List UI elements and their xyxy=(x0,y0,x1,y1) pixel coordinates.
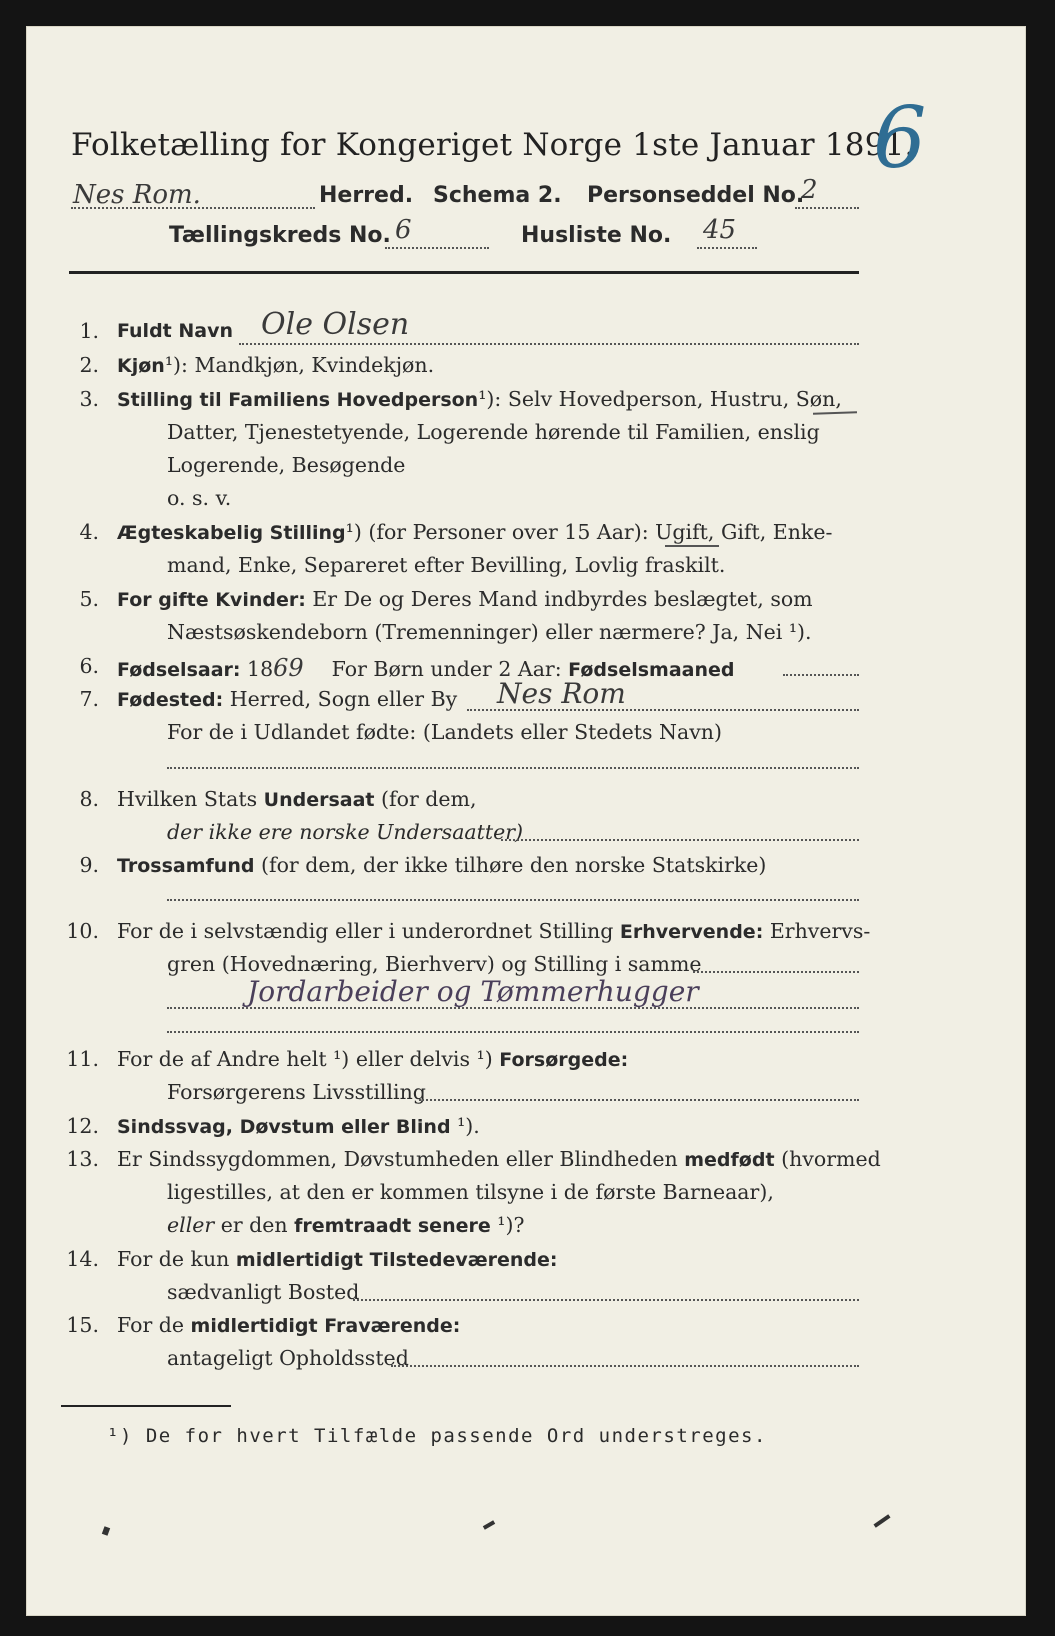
personseddel-handwritten: 2 xyxy=(801,175,818,205)
item-text xyxy=(117,1313,460,1337)
item-continuation: Logerende, Besøgende xyxy=(167,453,406,477)
item-label: Fuldt Navn xyxy=(117,320,234,342)
religion-line xyxy=(167,899,859,901)
birth-year-handwritten: 69 xyxy=(273,654,304,682)
kreds-handwritten: 6 xyxy=(395,215,412,245)
footnote: ¹) De for hvert Tilfælde passende Ord understreges. xyxy=(107,1425,767,1447)
item-label: Erhvervende: xyxy=(619,921,764,943)
item-suffix: (for dem, xyxy=(381,787,477,811)
ugift-underline-mark xyxy=(665,545,719,547)
item-label: midlertidigt Fraværende: xyxy=(190,1315,461,1337)
birth-year-prefix: 18 xyxy=(247,657,274,681)
item-text xyxy=(117,587,813,611)
provider-line xyxy=(419,1099,859,1101)
item-label: Kjøn xyxy=(117,355,165,377)
schema-label: Schema 2. xyxy=(433,183,562,208)
form-title: Folketælling for Kongeriget Norge 1ste Januar 1891. xyxy=(71,127,915,163)
item-label: Fødselsaar: xyxy=(117,659,241,681)
footnote-rule xyxy=(61,1405,231,1407)
item-number: 11. xyxy=(66,1047,99,1071)
ink-mark xyxy=(483,1520,495,1529)
item-text xyxy=(117,1114,480,1138)
personseddel-dotted-line xyxy=(795,207,859,209)
item-continuation: der ikke ere norske Undersaatter) xyxy=(167,820,524,844)
item-number: 3. xyxy=(79,387,99,411)
item-continuation: mand, Enke, Separeret efter Bevilling, Lovlig fraskilt. xyxy=(167,553,726,577)
item-continuation xyxy=(167,1213,524,1237)
item-label: Forsørgede: xyxy=(499,1049,629,1071)
item-text xyxy=(117,1047,628,1071)
occupation-line-3 xyxy=(167,1031,859,1033)
item-options: ¹): Mandkjøn, Kvindekjøn. xyxy=(164,353,435,377)
item-text xyxy=(117,387,842,411)
item-number: 4. xyxy=(79,520,99,544)
item-label: Fødested: xyxy=(117,689,224,711)
item-continuation: Forsørgerens Livsstilling xyxy=(167,1080,426,1104)
item-number: 5. xyxy=(79,587,99,611)
item-label: Sindssvag, Døvstum eller Blind xyxy=(117,1116,451,1138)
item-number: 8. xyxy=(79,787,99,811)
birth-month-line xyxy=(783,674,859,676)
item-label: Undersaat xyxy=(263,789,375,811)
kreds-dotted-line xyxy=(385,247,489,249)
item-label: Ægteskabelig Stilling xyxy=(117,522,346,544)
item-continuation: For de i Udlandet fødte: (Landets eller Stedets Navn) xyxy=(167,720,722,744)
item-text xyxy=(117,919,870,943)
item-text xyxy=(117,1247,558,1271)
item-continuation: Næstsøskendeborn (Tremenninger) eller nærmere? Ja, Nei ¹). xyxy=(167,620,812,644)
stay-place-line xyxy=(391,1365,859,1367)
herred-label: Herred. xyxy=(319,183,414,208)
item-prefix: Hvilken Stats xyxy=(117,787,258,811)
er-den-text: er den xyxy=(220,1213,288,1237)
item-continuation: o. s. v. xyxy=(167,486,232,510)
item-options: Er De og Deres Mand indbyrdes beslægtet, som xyxy=(312,587,813,611)
item-number: 6. xyxy=(79,654,99,678)
personseddel-label: Personseddel No. xyxy=(587,183,805,208)
census-form-page xyxy=(26,26,1026,1616)
birthplace-handwritten: Nes Rom xyxy=(497,677,626,710)
item-label: For gifte Kvinder: xyxy=(117,589,306,611)
item-continuation: sædvanligt Bosted xyxy=(167,1280,360,1304)
item-number: 10. xyxy=(66,919,99,943)
ink-mark xyxy=(102,1526,110,1536)
item-label: midlertidigt Tilstedeværende: xyxy=(235,1249,558,1271)
item-text xyxy=(117,853,766,877)
item-text xyxy=(117,353,434,377)
occupation-line-2 xyxy=(167,1007,859,1009)
item-suffix: (hvormed xyxy=(781,1147,881,1171)
herred-handwritten: Nes Rom. xyxy=(73,180,201,210)
item-label: Trossamfund xyxy=(117,855,255,877)
kreds-label: Tællingskreds No. xyxy=(169,223,391,248)
occupation-handwritten: Jordarbeider og Tømmerhugger xyxy=(247,975,699,1008)
item-number: 12. xyxy=(66,1114,99,1138)
item-prefix: For de xyxy=(117,1313,185,1337)
header-rule xyxy=(69,271,859,274)
item-continuation: gren (Hovednæring, Bierhverv) og Stilling i samme xyxy=(167,952,702,976)
item-text xyxy=(117,687,457,711)
item-options: ¹) (for Personer over 15 Aar): Ugift, Gift, Enke- xyxy=(345,520,833,544)
husliste-dotted-line xyxy=(697,247,757,249)
item-number: 2. xyxy=(79,353,99,377)
residence-line xyxy=(353,1299,859,1301)
item-suffix: ¹)? xyxy=(497,1213,525,1237)
item-text xyxy=(117,520,832,544)
item-label: Fødselsmaaned xyxy=(568,659,735,681)
citizenship-line xyxy=(501,839,859,841)
item-continuation: Datter, Tjenestetyende, Logerende hørende til Familien, enslig xyxy=(167,420,820,444)
birth-year-text xyxy=(117,654,735,682)
item-number: 13. xyxy=(66,1147,99,1171)
item-number: 9. xyxy=(79,853,99,877)
birthplace-line xyxy=(467,709,859,711)
item-continuation: ligestilles, at den er kommen tilsyne i de første Barneaar), xyxy=(167,1180,774,1204)
item-suffix: Erhvervs- xyxy=(769,919,871,943)
item-prefix: For de i selvstændig eller i underordnet Stilling xyxy=(117,919,614,943)
son-underline-mark xyxy=(813,411,857,415)
item-prefix: Er Sindssygdommen, Døvstumheden eller Blindheden xyxy=(117,1147,678,1171)
item-prefix: For de af Andre helt ¹) eller delvis ¹) xyxy=(117,1047,493,1071)
eller-text: eller xyxy=(167,1213,215,1237)
item-options: ¹): Selv Hovedperson, Hustru, Søn, xyxy=(478,387,842,411)
husliste-label: Husliste No. xyxy=(521,223,672,248)
ink-mark xyxy=(873,1514,890,1528)
herred-dotted-line xyxy=(71,207,315,209)
item-number: 14. xyxy=(66,1247,99,1271)
item-label: fremtraadt senere xyxy=(294,1215,491,1237)
item-text xyxy=(117,1147,881,1171)
full-name-line xyxy=(239,343,859,345)
item-options: (for dem, der ikke tilhøre den norske Statskirke) xyxy=(260,853,767,877)
item-prefix: For de kun xyxy=(117,1247,230,1271)
item-suffix: ¹). xyxy=(457,1114,480,1138)
margin-page-number: 6 xyxy=(873,89,927,187)
husliste-handwritten: 45 xyxy=(703,215,737,245)
full-name-handwritten: Ole Olsen xyxy=(261,307,410,342)
item-options: Herred, Sogn eller By xyxy=(229,687,458,711)
item-number: 7. xyxy=(79,687,99,711)
item-label: Stilling til Familiens Hovedperson xyxy=(117,389,479,411)
item-label: medfødt xyxy=(684,1149,775,1171)
occupation-line-1 xyxy=(693,971,859,973)
item-number: 1. xyxy=(79,319,99,343)
item-continuation: antageligt Opholdssted xyxy=(167,1346,409,1370)
under-two-text: For Børn under 2 Aar: xyxy=(331,657,562,681)
item-number: 15. xyxy=(66,1313,99,1337)
foreign-birthplace-line xyxy=(167,767,859,769)
item-text xyxy=(117,787,476,811)
